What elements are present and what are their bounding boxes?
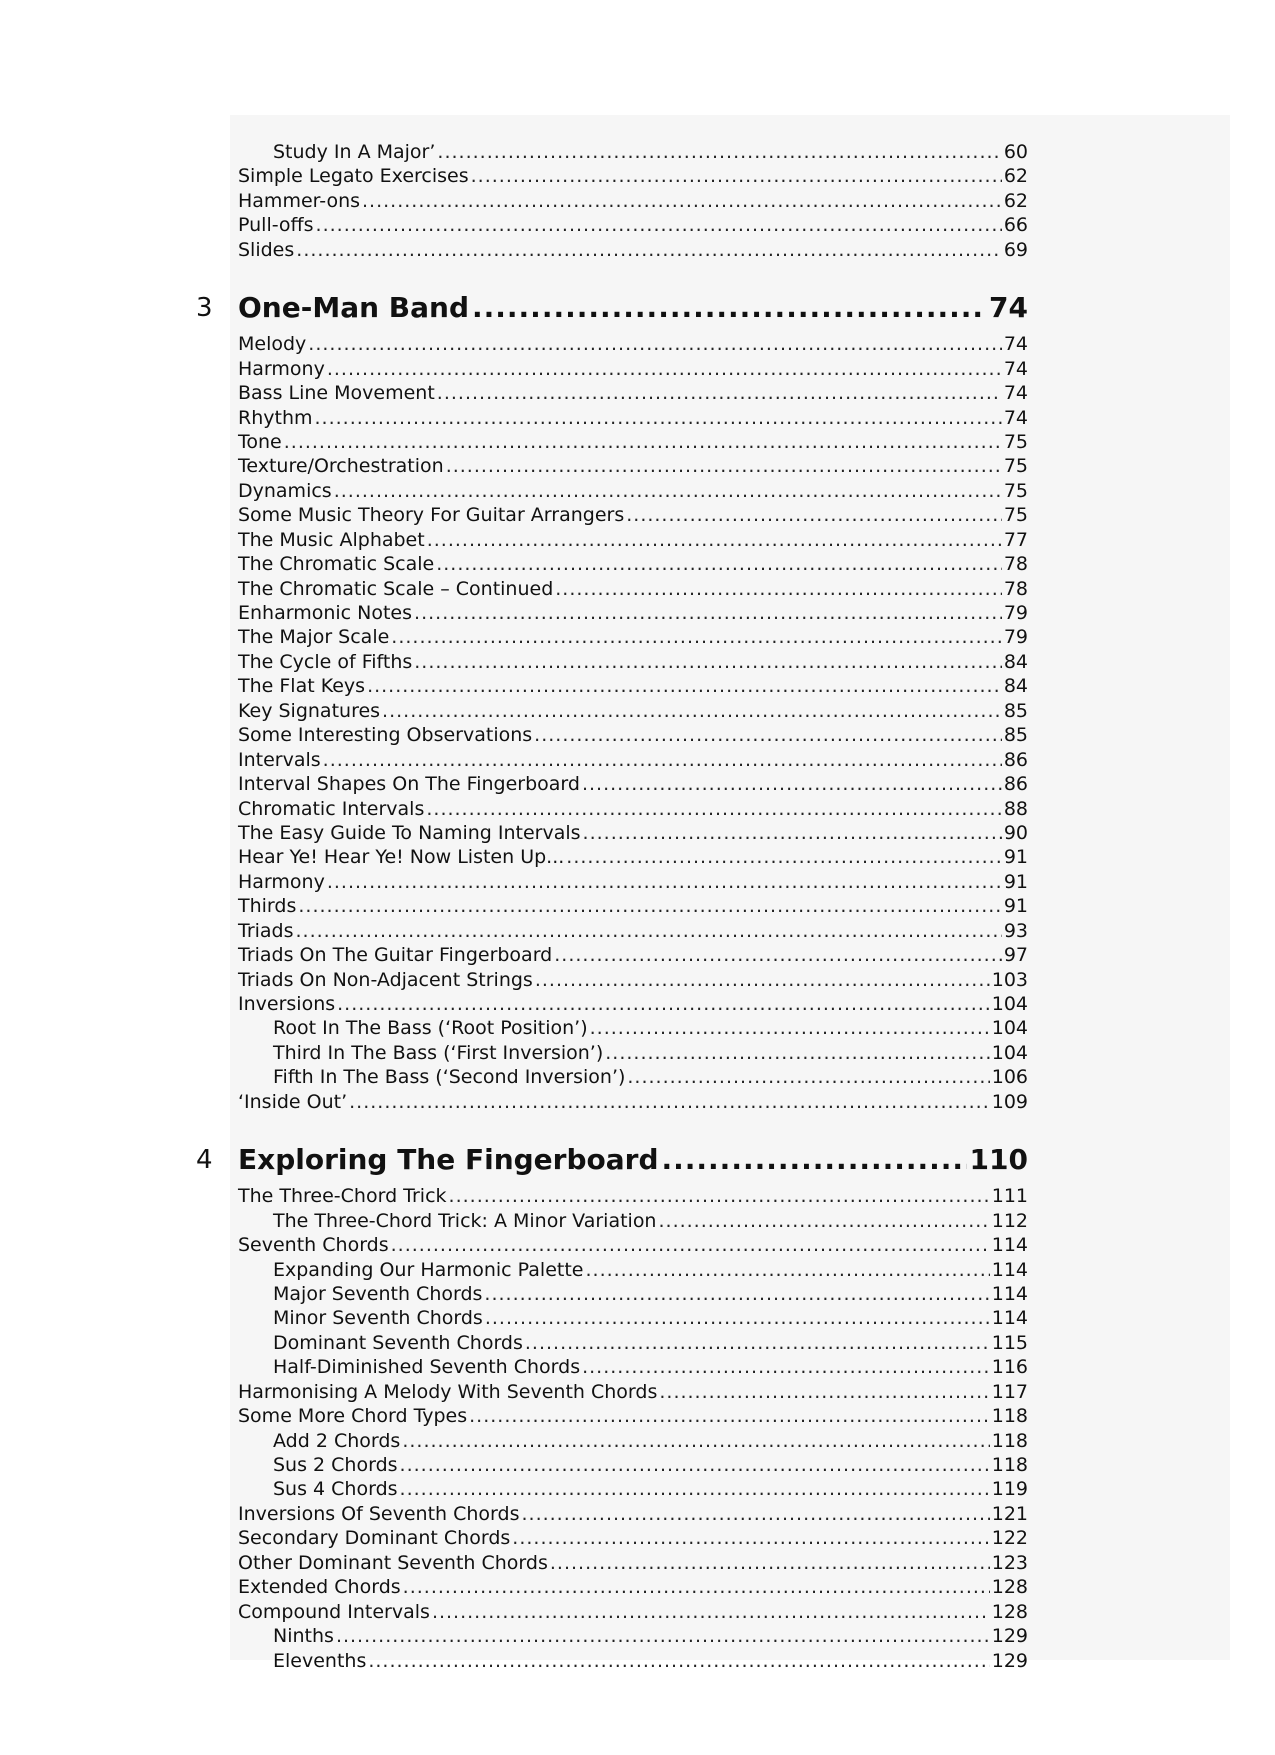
chapter-page-number: 110 xyxy=(969,1143,1028,1177)
dot-leader xyxy=(400,1453,990,1477)
entry-title: Harmony xyxy=(238,357,325,380)
entry-title: Pull-offs xyxy=(238,214,314,237)
dot-leader xyxy=(402,1429,989,1453)
toc-entry xyxy=(238,357,1028,381)
entry-page-number: 86 xyxy=(1003,773,1028,796)
entry-title: Third In The Bass (‘First Inversion’) xyxy=(273,1041,604,1064)
entry-title: Secondary Dominant Chords xyxy=(238,1527,511,1550)
entry-page-number: 93 xyxy=(1003,919,1028,942)
chapter-spacer xyxy=(238,1114,1028,1126)
entry-title: Harmony xyxy=(238,870,325,893)
entry-title: Expanding Our Harmonic Palette xyxy=(273,1258,584,1281)
entry-title: Major Seventh Chords xyxy=(273,1282,483,1305)
toc-entry xyxy=(238,968,1028,992)
toc-entry xyxy=(238,1380,1028,1404)
entry-title: Dominant Seventh Chords xyxy=(273,1331,523,1354)
entry-title: Inversions Of Seventh Chords xyxy=(238,1502,520,1525)
entry-title: Sus 2 Chords xyxy=(273,1454,398,1476)
entry-page-number: 117 xyxy=(991,1380,1028,1403)
entry-title: The Music Alphabet xyxy=(238,528,425,551)
dot-leader xyxy=(349,1090,990,1114)
entry-title: Seventh Chords xyxy=(238,1234,389,1257)
entry-page-number: 86 xyxy=(1003,748,1028,771)
entry-title: Half-Diminished Seventh Chords xyxy=(273,1356,581,1379)
toc-subentry xyxy=(238,1429,1028,1453)
toc-entry xyxy=(238,797,1028,821)
entry-page-number: 115 xyxy=(991,1331,1028,1354)
toc-entry xyxy=(238,454,1028,478)
entry-title: Slides xyxy=(238,238,295,261)
toc-entry xyxy=(238,1233,1028,1257)
entry-page-number: 78 xyxy=(1003,577,1028,600)
toc-subentry xyxy=(238,1065,1028,1089)
entry-page-number: 106 xyxy=(991,1066,1028,1089)
entry-title: Hear Ye! Hear Ye! Now Listen Up... xyxy=(238,846,565,869)
dot-leader xyxy=(382,699,1002,723)
entry-title: The Chromatic Scale xyxy=(238,553,435,576)
entry-title: The Three-Chord Trick xyxy=(238,1185,447,1208)
dot-leader xyxy=(308,332,1002,356)
dot-leader xyxy=(566,845,1002,869)
dot-leader xyxy=(367,674,1002,698)
dot-leader xyxy=(535,968,990,992)
dot-leader xyxy=(337,992,990,1016)
entry-page-number: 121 xyxy=(991,1502,1028,1525)
entry-page-number: 85 xyxy=(1003,699,1028,722)
dot-leader xyxy=(323,748,1002,772)
entry-title: The Three-Chord Trick: A Minor Variation xyxy=(273,1209,657,1232)
toc-entry xyxy=(238,332,1028,356)
entry-page-number: 118 xyxy=(991,1429,1028,1452)
entry-title: Enharmonic Notes xyxy=(238,602,413,624)
entry-page-number: 84 xyxy=(1003,650,1028,673)
entry-page-number: 114 xyxy=(991,1282,1028,1305)
dot-leader xyxy=(583,821,1002,845)
entry-page-number: 112 xyxy=(991,1209,1028,1232)
entry-page-number: 104 xyxy=(991,1017,1028,1040)
dot-leader xyxy=(391,1233,990,1257)
entry-page-number: 66 xyxy=(1003,214,1028,237)
entry-page-number: 129 xyxy=(991,1625,1028,1648)
entry-title: Sus 4 Chords xyxy=(273,1478,398,1501)
toc-entry xyxy=(238,919,1028,943)
entry-page-number: 62 xyxy=(1003,189,1028,212)
entry-title: The Easy Guide To Naming Intervals xyxy=(238,821,581,844)
toc-entry xyxy=(238,238,1028,262)
entry-page-number: 79 xyxy=(1003,602,1028,624)
entry-title: The Flat Keys xyxy=(238,675,366,698)
entry-page-number: 104 xyxy=(991,993,1028,1015)
dot-leader xyxy=(472,284,986,332)
entry-page-number: 91 xyxy=(1003,895,1028,918)
dot-leader xyxy=(327,870,1002,894)
toc-entry xyxy=(238,772,1028,796)
entry-title: Compound Intervals xyxy=(238,1600,430,1623)
entry-page-number: 114 xyxy=(991,1234,1028,1257)
entry-page-number: 62 xyxy=(1003,165,1028,188)
entry-page-number: 97 xyxy=(1003,944,1028,967)
toc-entry xyxy=(238,1404,1028,1428)
entry-page-number: 118 xyxy=(991,1405,1028,1428)
dot-leader xyxy=(391,625,1002,649)
toc-subentry xyxy=(238,1477,1028,1501)
entry-page-number: 91 xyxy=(1003,870,1028,893)
entry-page-number: 85 xyxy=(1003,724,1028,747)
entry-title: Elevenths xyxy=(273,1649,367,1672)
entry-title: Ninths xyxy=(273,1625,334,1648)
entry-page-number: 90 xyxy=(1003,821,1028,844)
dot-leader xyxy=(296,238,1002,262)
toc-entry xyxy=(238,189,1028,213)
toc-entry xyxy=(238,164,1028,188)
toc-entry xyxy=(238,870,1028,894)
dot-leader xyxy=(469,1404,990,1428)
entry-page-number: 129 xyxy=(991,1649,1028,1672)
toc-subentry xyxy=(238,1041,1028,1065)
entry-title: The Cycle of Fifths xyxy=(238,650,413,673)
dot-leader xyxy=(437,140,1001,164)
toc-entry xyxy=(238,943,1028,967)
entry-title: Triads xyxy=(238,919,294,942)
toc-entry xyxy=(238,479,1028,503)
entry-title: Inversions xyxy=(238,993,336,1015)
entry-title: Melody xyxy=(238,333,307,356)
entry-page-number: 109 xyxy=(991,1090,1028,1113)
chapter-heading xyxy=(196,284,1028,332)
entry-page-number: 75 xyxy=(1003,455,1028,478)
entry-page-number: 79 xyxy=(1003,626,1028,649)
entry-page-number: 88 xyxy=(1003,797,1028,820)
toc-entry xyxy=(238,430,1028,454)
toc-subentry xyxy=(238,1282,1028,1306)
toc-entry xyxy=(238,601,1028,625)
toc-entry xyxy=(238,406,1028,430)
entry-title: Extended Chords xyxy=(238,1576,401,1599)
entry-page-number: 103 xyxy=(991,968,1028,991)
dot-leader xyxy=(525,1331,990,1355)
chapter-title: Exploring The Fingerboard xyxy=(238,1143,659,1177)
dot-leader xyxy=(554,943,1002,967)
entry-title: Fifth In The Bass (‘Second Inversion’) xyxy=(273,1066,626,1089)
toc-entry xyxy=(238,625,1028,649)
toc-subentry xyxy=(238,140,1028,164)
toc-entry xyxy=(238,674,1028,698)
dot-leader xyxy=(296,919,1002,943)
entry-title: Some Music Theory For Guitar Arrangers xyxy=(238,504,625,527)
dot-leader xyxy=(336,1624,990,1648)
entry-title: Simple Legato Exercises xyxy=(238,165,469,188)
toc-subentry xyxy=(238,1306,1028,1330)
entry-page-number: 78 xyxy=(1003,553,1028,576)
chapter-heading xyxy=(196,1136,1028,1184)
entry-title: Bass Line Movement xyxy=(238,382,435,405)
toc-entry xyxy=(238,577,1028,601)
entry-title: Harmonising A Melody With Seventh Chords xyxy=(238,1380,658,1403)
entry-page-number: 84 xyxy=(1003,675,1028,698)
entry-page-number: 104 xyxy=(991,1041,1028,1064)
entry-page-number: 128 xyxy=(991,1576,1028,1599)
chapter-page-number: 74 xyxy=(989,291,1028,325)
toc-entry xyxy=(238,1502,1028,1526)
toc-entry xyxy=(238,1575,1028,1599)
chapter-title: One-Man Band xyxy=(238,291,469,325)
dot-leader xyxy=(585,1258,989,1282)
entry-title: Study In A Major’ xyxy=(273,141,436,163)
dot-leader xyxy=(659,1380,989,1404)
dot-leader xyxy=(471,164,1002,188)
entry-title: Chromatic Intervals xyxy=(238,797,425,820)
toc-subentry xyxy=(238,1453,1028,1477)
entry-page-number: 116 xyxy=(991,1356,1028,1379)
entry-page-number: 74 xyxy=(1003,406,1028,429)
entry-page-number: 119 xyxy=(991,1478,1028,1501)
entry-title: Rhythm xyxy=(238,406,313,429)
toc-entry xyxy=(238,723,1028,747)
dot-leader xyxy=(627,1065,989,1089)
dot-leader xyxy=(555,577,1002,601)
entry-title: Intervals xyxy=(238,748,321,771)
toc-entry xyxy=(238,821,1028,845)
entry-title: ‘Inside Out’ xyxy=(238,1090,348,1113)
entry-title: The Chromatic Scale – Continued xyxy=(238,577,554,600)
dot-leader xyxy=(400,1477,990,1501)
toc-entry xyxy=(238,1600,1028,1624)
dot-leader xyxy=(626,503,1002,527)
dot-leader xyxy=(437,381,1002,405)
dot-leader xyxy=(590,1016,990,1040)
dot-leader xyxy=(658,1209,989,1233)
entry-title: Texture/Orchestration xyxy=(238,455,444,478)
dot-leader xyxy=(534,723,1002,747)
entry-title: Some More Chord Types xyxy=(238,1405,468,1428)
dot-leader xyxy=(662,1136,967,1184)
dot-leader xyxy=(449,1184,990,1208)
toc-entry xyxy=(238,1526,1028,1550)
toc-entry xyxy=(238,381,1028,405)
entry-title: Root In The Bass (‘Root Position’) xyxy=(273,1017,588,1040)
dot-leader xyxy=(484,1282,989,1306)
dot-leader xyxy=(414,650,1002,674)
entry-title: Interval Shapes On The Fingerboard xyxy=(238,773,580,796)
chapter-spacer xyxy=(238,262,1028,274)
entry-title: Other Dominant Seventh Chords xyxy=(238,1551,548,1574)
dot-leader xyxy=(446,454,1002,478)
toc-entry xyxy=(238,748,1028,772)
dot-leader xyxy=(605,1041,989,1065)
dot-leader xyxy=(298,894,1001,918)
entry-page-number: 123 xyxy=(991,1551,1028,1574)
entry-page-number: 91 xyxy=(1003,846,1028,869)
toc-subentry xyxy=(238,1355,1028,1379)
entry-page-number: 118 xyxy=(991,1454,1028,1476)
dot-leader xyxy=(426,797,1001,821)
entry-title: Minor Seventh Chords xyxy=(273,1307,483,1330)
entry-page-number: 75 xyxy=(1003,504,1028,527)
dot-leader xyxy=(582,772,1002,796)
entry-page-number: 114 xyxy=(991,1258,1028,1281)
dot-leader xyxy=(550,1551,990,1575)
dot-leader xyxy=(368,1649,989,1673)
toc-subentry xyxy=(238,1649,1028,1673)
toc-subentry xyxy=(238,1331,1028,1355)
entry-page-number: 128 xyxy=(991,1600,1028,1623)
entry-page-number: 60 xyxy=(1003,141,1028,163)
entry-page-number: 122 xyxy=(991,1527,1028,1550)
dot-leader xyxy=(414,601,1002,625)
entry-title: The Major Scale xyxy=(238,626,390,649)
entry-page-number: 75 xyxy=(1003,430,1028,453)
toc-subentry xyxy=(238,1624,1028,1648)
entry-title: Triads On Non-Adjacent Strings xyxy=(238,968,533,991)
dot-leader xyxy=(316,213,1002,237)
toc-entry xyxy=(238,503,1028,527)
toc-entry xyxy=(238,699,1028,723)
entry-title: Dynamics xyxy=(238,479,332,502)
entry-title: Tone xyxy=(238,430,282,453)
dot-leader xyxy=(315,406,1002,430)
dot-leader xyxy=(485,1306,990,1330)
chapter-number: 3 xyxy=(196,293,213,324)
dot-leader xyxy=(327,357,1002,381)
entry-page-number: 111 xyxy=(991,1185,1028,1208)
entry-page-number: 69 xyxy=(1003,238,1028,261)
toc-entry xyxy=(238,552,1028,576)
toc-subentry xyxy=(238,1016,1028,1040)
entry-title: Key Signatures xyxy=(238,699,381,722)
entry-page-number: 74 xyxy=(1003,357,1028,380)
dot-leader xyxy=(512,1526,989,1550)
toc-entry xyxy=(238,650,1028,674)
entry-page-number: 75 xyxy=(1003,479,1028,502)
entry-title: Add 2 Chords xyxy=(273,1429,401,1452)
toc-entry xyxy=(238,528,1028,552)
toc-entry xyxy=(238,992,1028,1016)
entry-title: Hammer-ons xyxy=(238,189,361,212)
toc-entry xyxy=(238,894,1028,918)
dot-leader xyxy=(403,1575,990,1599)
dot-leader xyxy=(521,1502,989,1526)
toc-entry xyxy=(238,845,1028,869)
toc-entry xyxy=(238,213,1028,237)
dot-leader xyxy=(432,1600,990,1624)
table-of-contents xyxy=(196,140,1028,1673)
dot-leader xyxy=(284,430,1002,454)
dot-leader xyxy=(582,1355,990,1379)
entry-page-number: 77 xyxy=(1003,528,1028,551)
toc-subentry xyxy=(238,1209,1028,1233)
entry-title: Triads On The Guitar Fingerboard xyxy=(238,944,553,967)
dot-leader xyxy=(436,552,1002,576)
dot-leader xyxy=(362,189,1002,213)
entry-title: Thirds xyxy=(238,895,297,918)
dot-leader xyxy=(334,479,1002,503)
entry-page-number: 74 xyxy=(1003,382,1028,405)
toc-subentry xyxy=(238,1258,1028,1282)
dot-leader xyxy=(427,528,1002,552)
toc-entry xyxy=(238,1184,1028,1208)
entry-page-number: 114 xyxy=(991,1307,1028,1330)
entry-title: Some Interesting Observations xyxy=(238,724,533,747)
toc-entry xyxy=(238,1551,1028,1575)
entry-page-number: 74 xyxy=(1003,333,1028,356)
toc-entry xyxy=(238,1090,1028,1114)
chapter-number: 4 xyxy=(196,1145,213,1176)
